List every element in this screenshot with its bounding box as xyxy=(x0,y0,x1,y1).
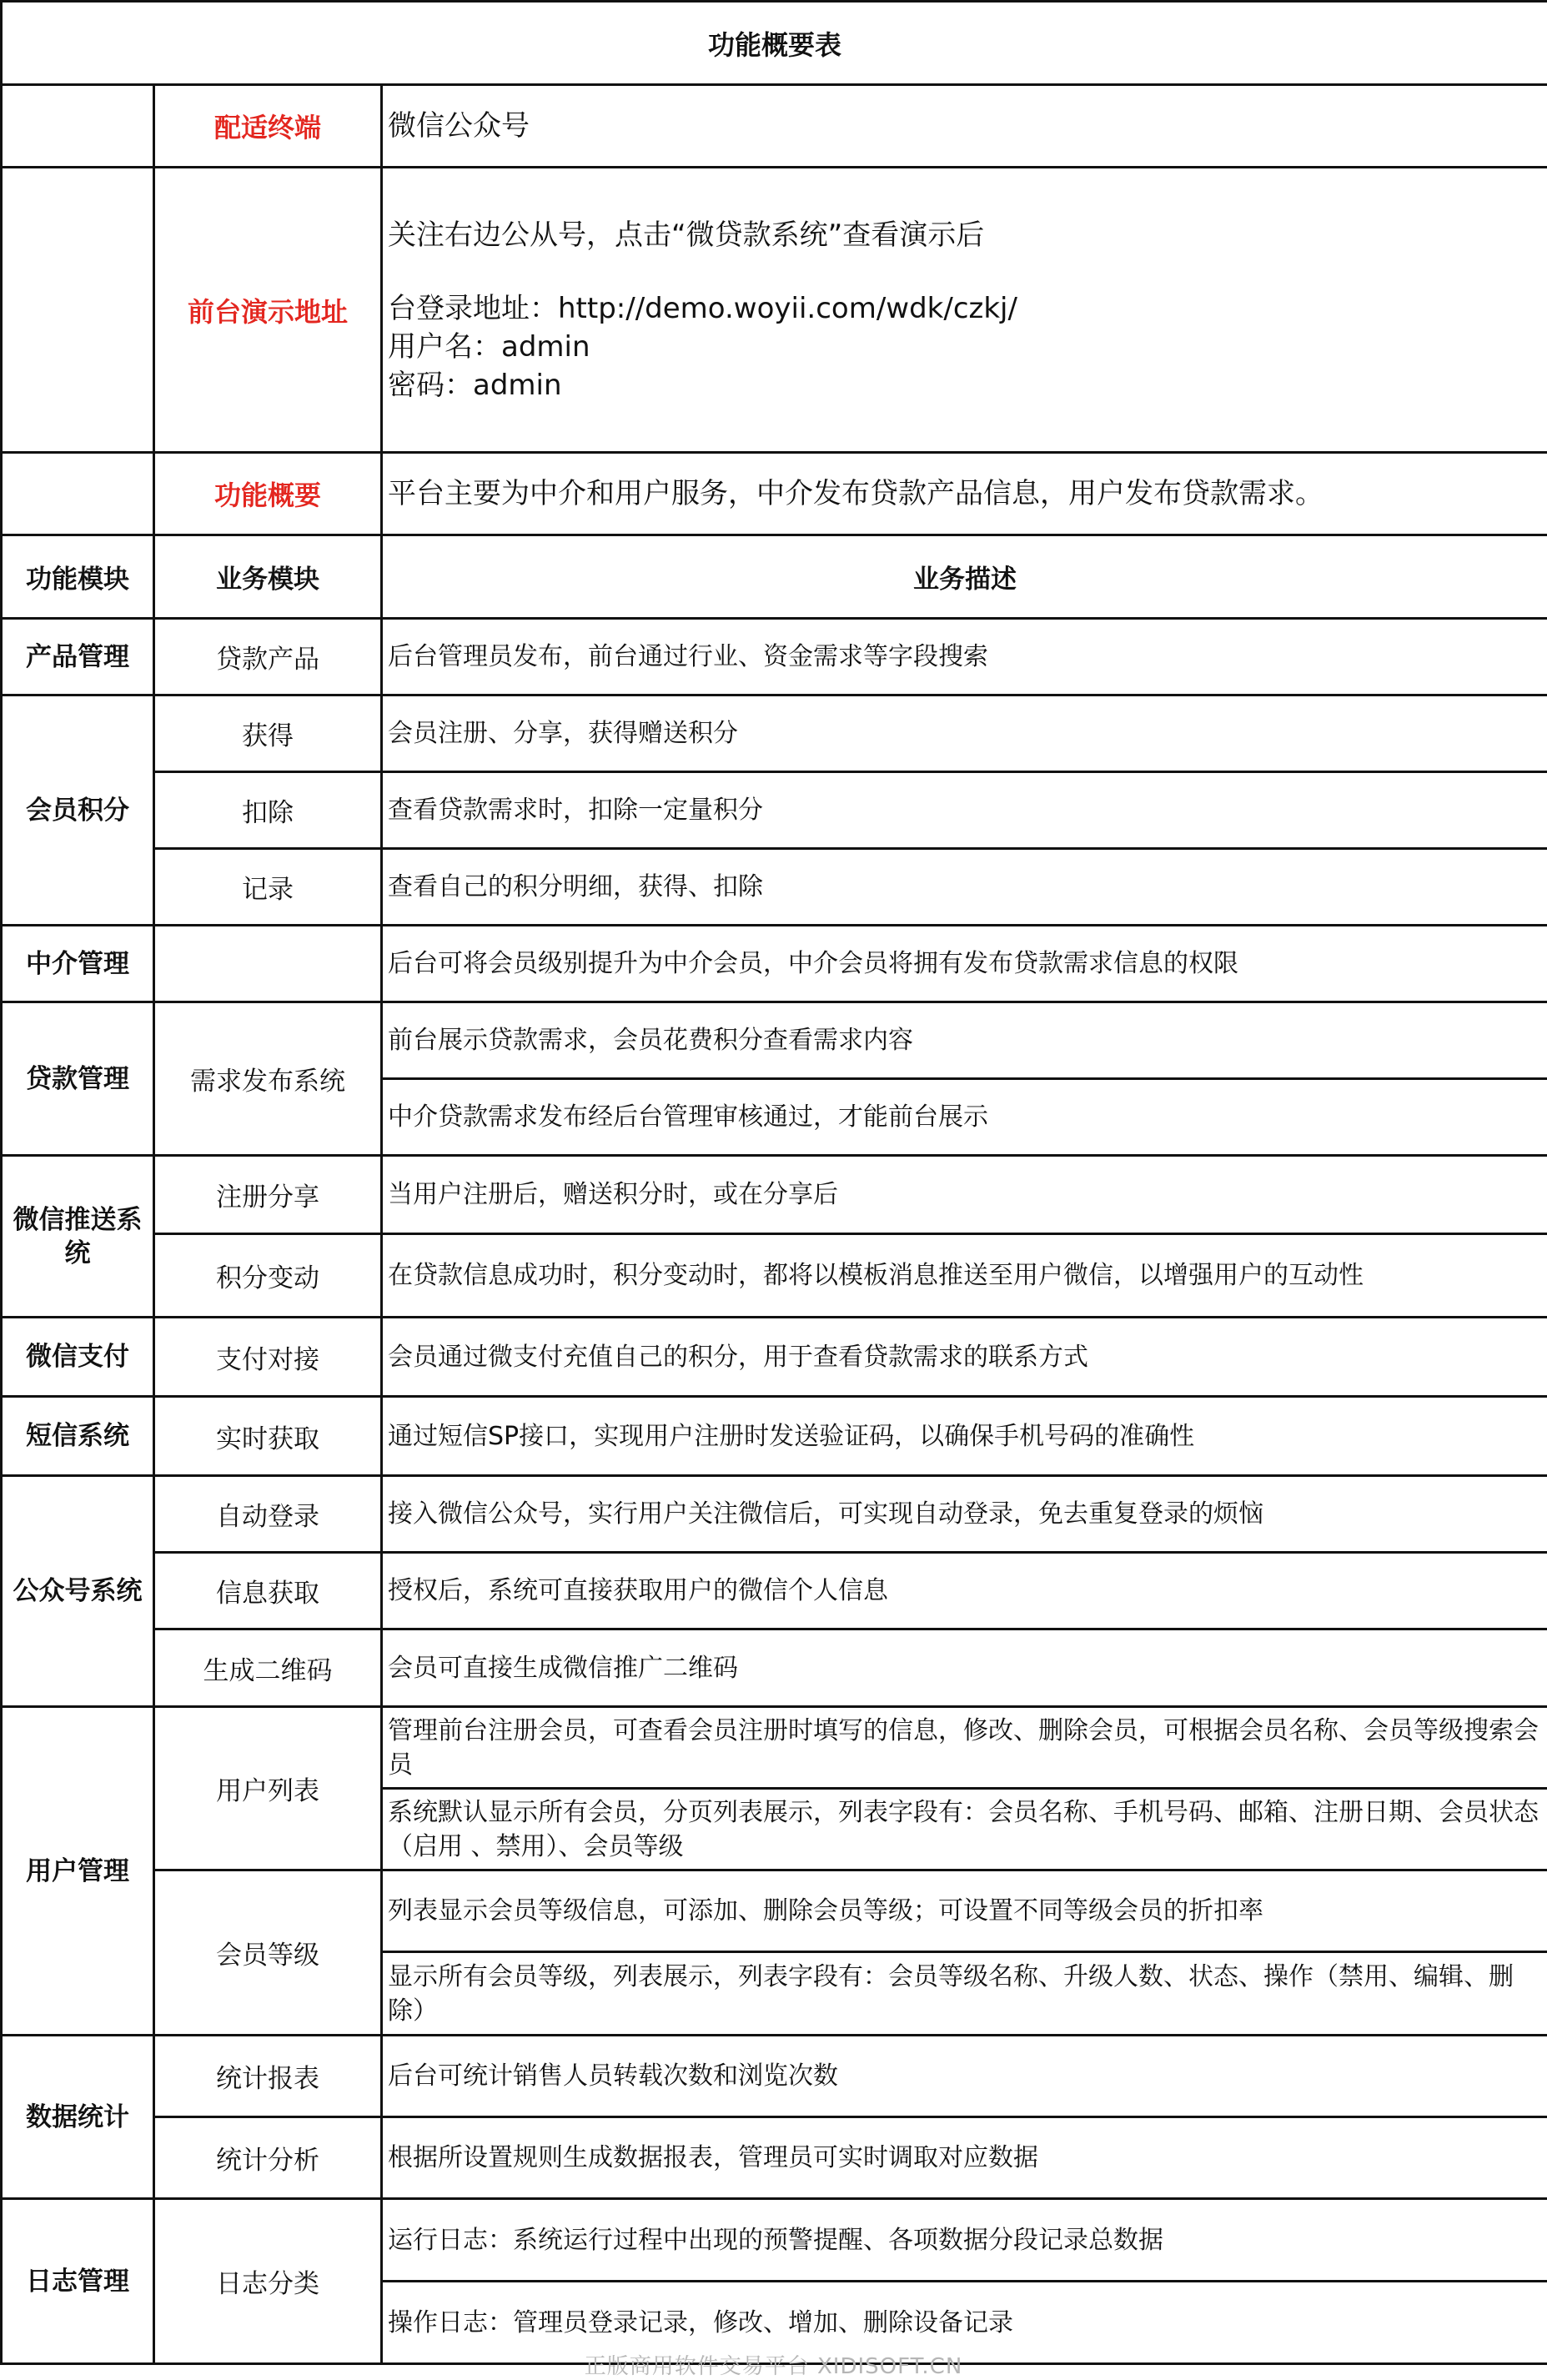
description-cell: 操作日志：管理员登录记录，修改、增加、删除设备记录 xyxy=(382,2282,1547,2364)
description-cell: 中介贷款需求发布经后台管理审核通过，才能前台展示 xyxy=(382,1079,1547,1156)
description-cell: 在贷款信息成功时，积分变动时，都将以模板消息推送至用户微信，以增强用户的互动性 xyxy=(382,1234,1547,1318)
business-cell: 用户列表 xyxy=(154,1707,382,1870)
business-cell: 扣除 xyxy=(154,772,382,849)
overview-label: 功能概要 xyxy=(154,453,382,535)
watermark: 正版商用软件交易平台 XIDISOFT.CN xyxy=(584,2354,963,2379)
table-row xyxy=(2,2036,1547,2117)
title-row xyxy=(2,2,1547,85)
demo-row xyxy=(2,168,1547,453)
header-description: 业务描述 xyxy=(382,535,1547,619)
business-cell: 实时获取 xyxy=(154,1397,382,1476)
business-cell: 会员等级 xyxy=(154,1870,382,2036)
business-cell: 日志分类 xyxy=(154,2199,382,2364)
overview-value: 平台主要为中介和用户服务，中介发布贷款产品信息，用户发布贷款需求。 xyxy=(382,453,1547,535)
business-cell: 记录 xyxy=(154,849,382,926)
description-cell: 前台展示贷款需求，会员花费积分查看需求内容 xyxy=(382,1002,1547,1079)
demo-password: 密码：admin xyxy=(388,368,562,402)
table-row xyxy=(2,1629,1547,1707)
table-row xyxy=(2,1156,1547,1234)
business-cell xyxy=(154,926,382,1002)
table-row xyxy=(2,849,1547,926)
business-cell: 支付对接 xyxy=(154,1318,382,1397)
module-cell: 微信推送系统 xyxy=(2,1156,154,1318)
business-cell: 需求发布系统 xyxy=(154,1002,382,1156)
terminal-row xyxy=(2,85,1547,168)
business-cell: 贷款产品 xyxy=(154,619,382,695)
description-cell: 根据所设置规则生成数据报表，管理员可实时调取对应数据 xyxy=(382,2117,1547,2199)
terminal-value: 微信公众号 xyxy=(382,85,1547,168)
table-row xyxy=(2,1476,1547,1553)
table-title: 功能概要表 xyxy=(2,2,1547,85)
description-cell: 通过短信SP接口，实现用户注册时发送验证码，以确保手机号码的准确性 xyxy=(382,1397,1547,1476)
description-cell: 后台管理员发布，前台通过行业、资金需求等字段搜索 xyxy=(382,619,1547,695)
description-cell: 查看自己的积分明细，获得、扣除 xyxy=(382,849,1547,926)
module-cell: 会员积分 xyxy=(2,695,154,926)
header-module: 功能模块 xyxy=(2,535,154,619)
table-row xyxy=(2,2199,1547,2282)
description-cell: 列表显示会员等级信息，可添加、删除会员等级；可设置不同等级会员的折扣率 xyxy=(382,1870,1547,1952)
table-row xyxy=(2,926,1547,1002)
module-cell: 公众号系统 xyxy=(2,1476,154,1707)
table-row xyxy=(2,1397,1547,1476)
module-cell: 微信支付 xyxy=(2,1318,154,1397)
description-cell: 系统默认显示所有会员，分页列表展示，列表字段有：会员名称、手机号码、邮箱、注册日期、会员状态（启用 、禁用）、会员等级 xyxy=(382,1789,1547,1870)
description-cell: 运行日志：系统运行过程中出现的预警提醒、各项数据分段记录总数据 xyxy=(382,2199,1547,2282)
table-row xyxy=(2,1553,1547,1629)
header-row xyxy=(2,535,1547,619)
business-cell: 生成二维码 xyxy=(154,1629,382,1707)
module-cell: 中介管理 xyxy=(2,926,154,1002)
description-cell: 查看贷款需求时，扣除一定量积分 xyxy=(382,772,1547,849)
description-cell: 当用户注册后，赠送积分时，或在分享后 xyxy=(382,1156,1547,1234)
terminal-label: 配适终端 xyxy=(154,85,382,168)
business-cell: 积分变动 xyxy=(154,1234,382,1318)
demo-label: 前台演示地址 xyxy=(154,168,382,453)
business-cell: 获得 xyxy=(154,695,382,772)
table-row xyxy=(2,695,1547,772)
header-business: 业务模块 xyxy=(154,535,382,619)
table-row xyxy=(2,1234,1547,1318)
business-cell: 自动登录 xyxy=(154,1476,382,1553)
module-cell: 用户管理 xyxy=(2,1707,154,2036)
demo-line-1: 关注右边公从号，点击“微贷款系统”查看演示后 xyxy=(388,218,985,252)
module-cell: 短信系统 xyxy=(2,1397,154,1476)
business-cell: 注册分享 xyxy=(154,1156,382,1234)
table-row xyxy=(2,1318,1547,1397)
overview-row xyxy=(2,453,1547,535)
table-row xyxy=(2,1002,1547,1079)
table-row xyxy=(2,619,1547,695)
description-cell: 会员可直接生成微信推广二维码 xyxy=(382,1629,1547,1707)
table-row xyxy=(2,2117,1547,2199)
business-cell: 统计分析 xyxy=(154,2117,382,2199)
description-cell: 会员注册、分享，获得赠送积分 xyxy=(382,695,1547,772)
business-cell: 统计报表 xyxy=(154,2036,382,2117)
description-cell: 管理前台注册会员，可查看会员注册时填写的信息，修改、删除会员，可根据会员名称、会员等级搜索会员 xyxy=(382,1707,1547,1789)
table-row xyxy=(2,1707,1547,1789)
description-cell: 接入微信公众号，实行用户关注微信后，可实现自动登录，免去重复登录的烦恼 xyxy=(382,1476,1547,1553)
description-cell: 后台可统计销售人员转载次数和浏览次数 xyxy=(382,2036,1547,2117)
demo-info xyxy=(382,168,1547,453)
module-cell: 数据统计 xyxy=(2,2036,154,2199)
description-cell: 显示所有会员等级，列表展示，列表字段有：会员等级名称、升级人数、状态、操作（禁用、编辑、删除） xyxy=(382,1952,1547,2036)
description-cell: 会员通过微支付充值自己的积分，用于查看贷款需求的联系方式 xyxy=(382,1318,1547,1397)
table-row xyxy=(2,1870,1547,1952)
module-cell: 日志管理 xyxy=(2,2199,154,2364)
description-cell: 后台可将会员级别提升为中介会员，中介会员将拥有发布贷款需求信息的权限 xyxy=(382,926,1547,1002)
module-cell: 贷款管理 xyxy=(2,1002,154,1156)
business-cell: 信息获取 xyxy=(154,1553,382,1629)
table-row xyxy=(2,772,1547,849)
description-cell: 授权后，系统可直接获取用户的微信个人信息 xyxy=(382,1553,1547,1629)
demo-url: 台登录地址：http://demo.woyii.com/wdk/czkj/ xyxy=(388,291,1017,325)
demo-username: 用户名：admin xyxy=(388,329,590,364)
module-cell: 产品管理 xyxy=(2,619,154,695)
